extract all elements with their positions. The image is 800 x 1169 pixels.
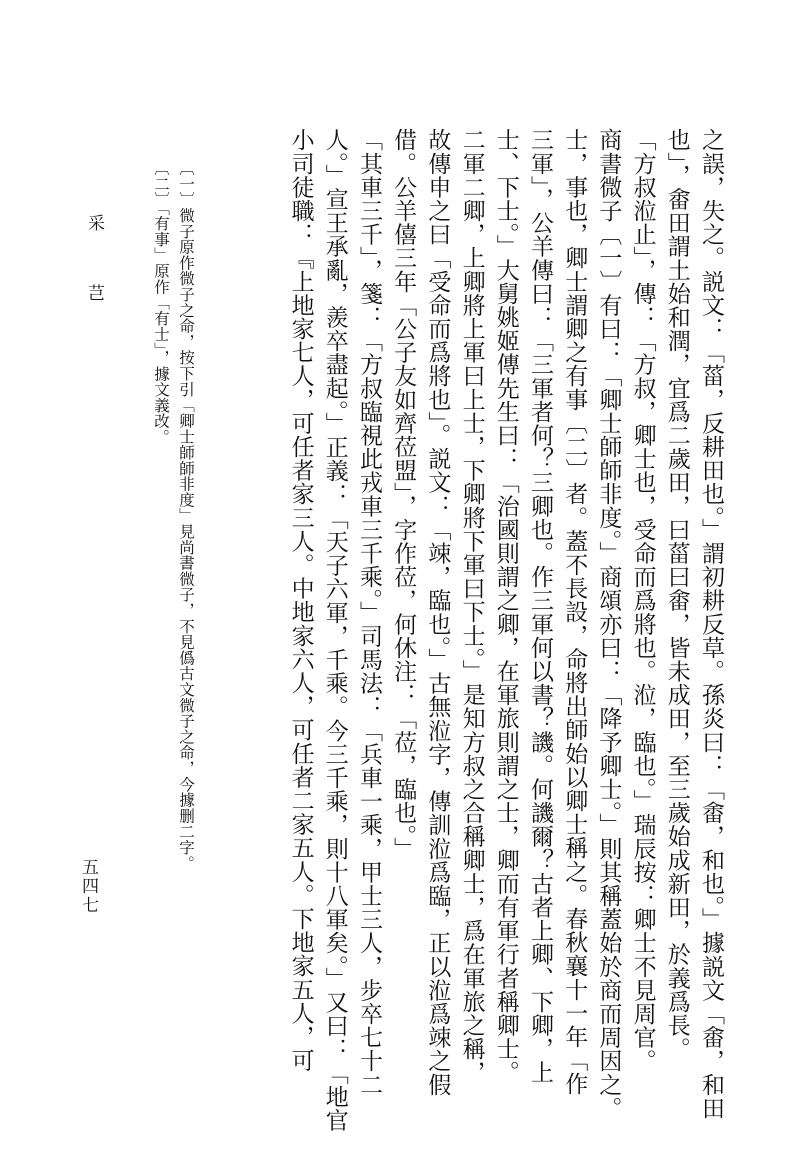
text-column: 借。公羊僖三年「公子友如齊莅盟」，字作莅，何休注：「莅，臨也。」 (390, 128, 417, 861)
text-column: 人。」宣王承亂，羨卒盡起。」正義：「天子六軍，千乘。今三千乘，則十八軍矣。」又曰：「地官 (321, 128, 348, 1132)
text-column: 二軍二卿，上卿將上軍曰上士，下卿將下軍曰下士。」是知方叔之合稱卿士，爲在軍旅之稱， (458, 128, 485, 1085)
text-column: 商書微子〔一〕有曰：「卿士師師非度。」商頌亦曰：「降予卿士。」則其稱蓋始於商而周因之。 (595, 128, 622, 1120)
text-column: 也」，畬田謂土始和潤，宜爲二歲田，曰菑曰畬，皆未成田，至三歲始成新田，於義爲長。 (663, 128, 690, 1061)
text-column: 「其車三千」，箋：「方叔臨視此戎車三千乘。」司馬法：「兵車一乘，甲士三人，步卒七十二 (355, 128, 382, 1097)
text-column: 「方叔涖止」，傳：「方叔，卿士也，受命而爲將也。涖，臨也。」瑞辰按：卿士不見周官。 (629, 128, 656, 1073)
text-column: 小司徒職：『上地家七人，可任者家三人。中地家六人，可任者二家五人。下地家五人，可 (287, 128, 314, 1072)
footnote: 〔二〕「有事」原作「有士」，據文義改。 (152, 160, 170, 445)
text-column: 士，事也，卿士謂卿之有事〔二〕者。蓋不長設，命將出師始以卿士稱之。春秋襄十一年「作 (561, 128, 588, 1096)
text-column: 士、下士。」大舅姚姬傳先生曰：「治國則謂之卿，在軍旅則謂之士，卿而有軍行者稱卿士。 (492, 128, 519, 1085)
text-column: 三軍」，公羊傳曰：「三軍者何？三卿也。作三軍何以書？譏。何譏爾？古者上卿、下卿，上 (526, 128, 553, 1085)
text-column: 故傳申之曰「受命而爲將也」。説文：「竦，臨也。」古無涖字，傳訓涖爲臨，正以涖爲竦之假 (424, 128, 451, 1097)
footnote: 〔一〕微子原作微子之命，按下引「卿士師師非度」見尚書微子，不見僞古文微子之命，今據删二字。 (177, 160, 195, 871)
page-number: 五四七 (78, 858, 98, 915)
running-head: 采 芑 (84, 214, 104, 319)
text-column: 之誤，失之。説文：「菑，反耕田也。」謂初耕反草。孫炎曰：「畬，和也。」據説文「畬，和田 (698, 128, 724, 1120)
footnotes-block (148, 160, 198, 960)
